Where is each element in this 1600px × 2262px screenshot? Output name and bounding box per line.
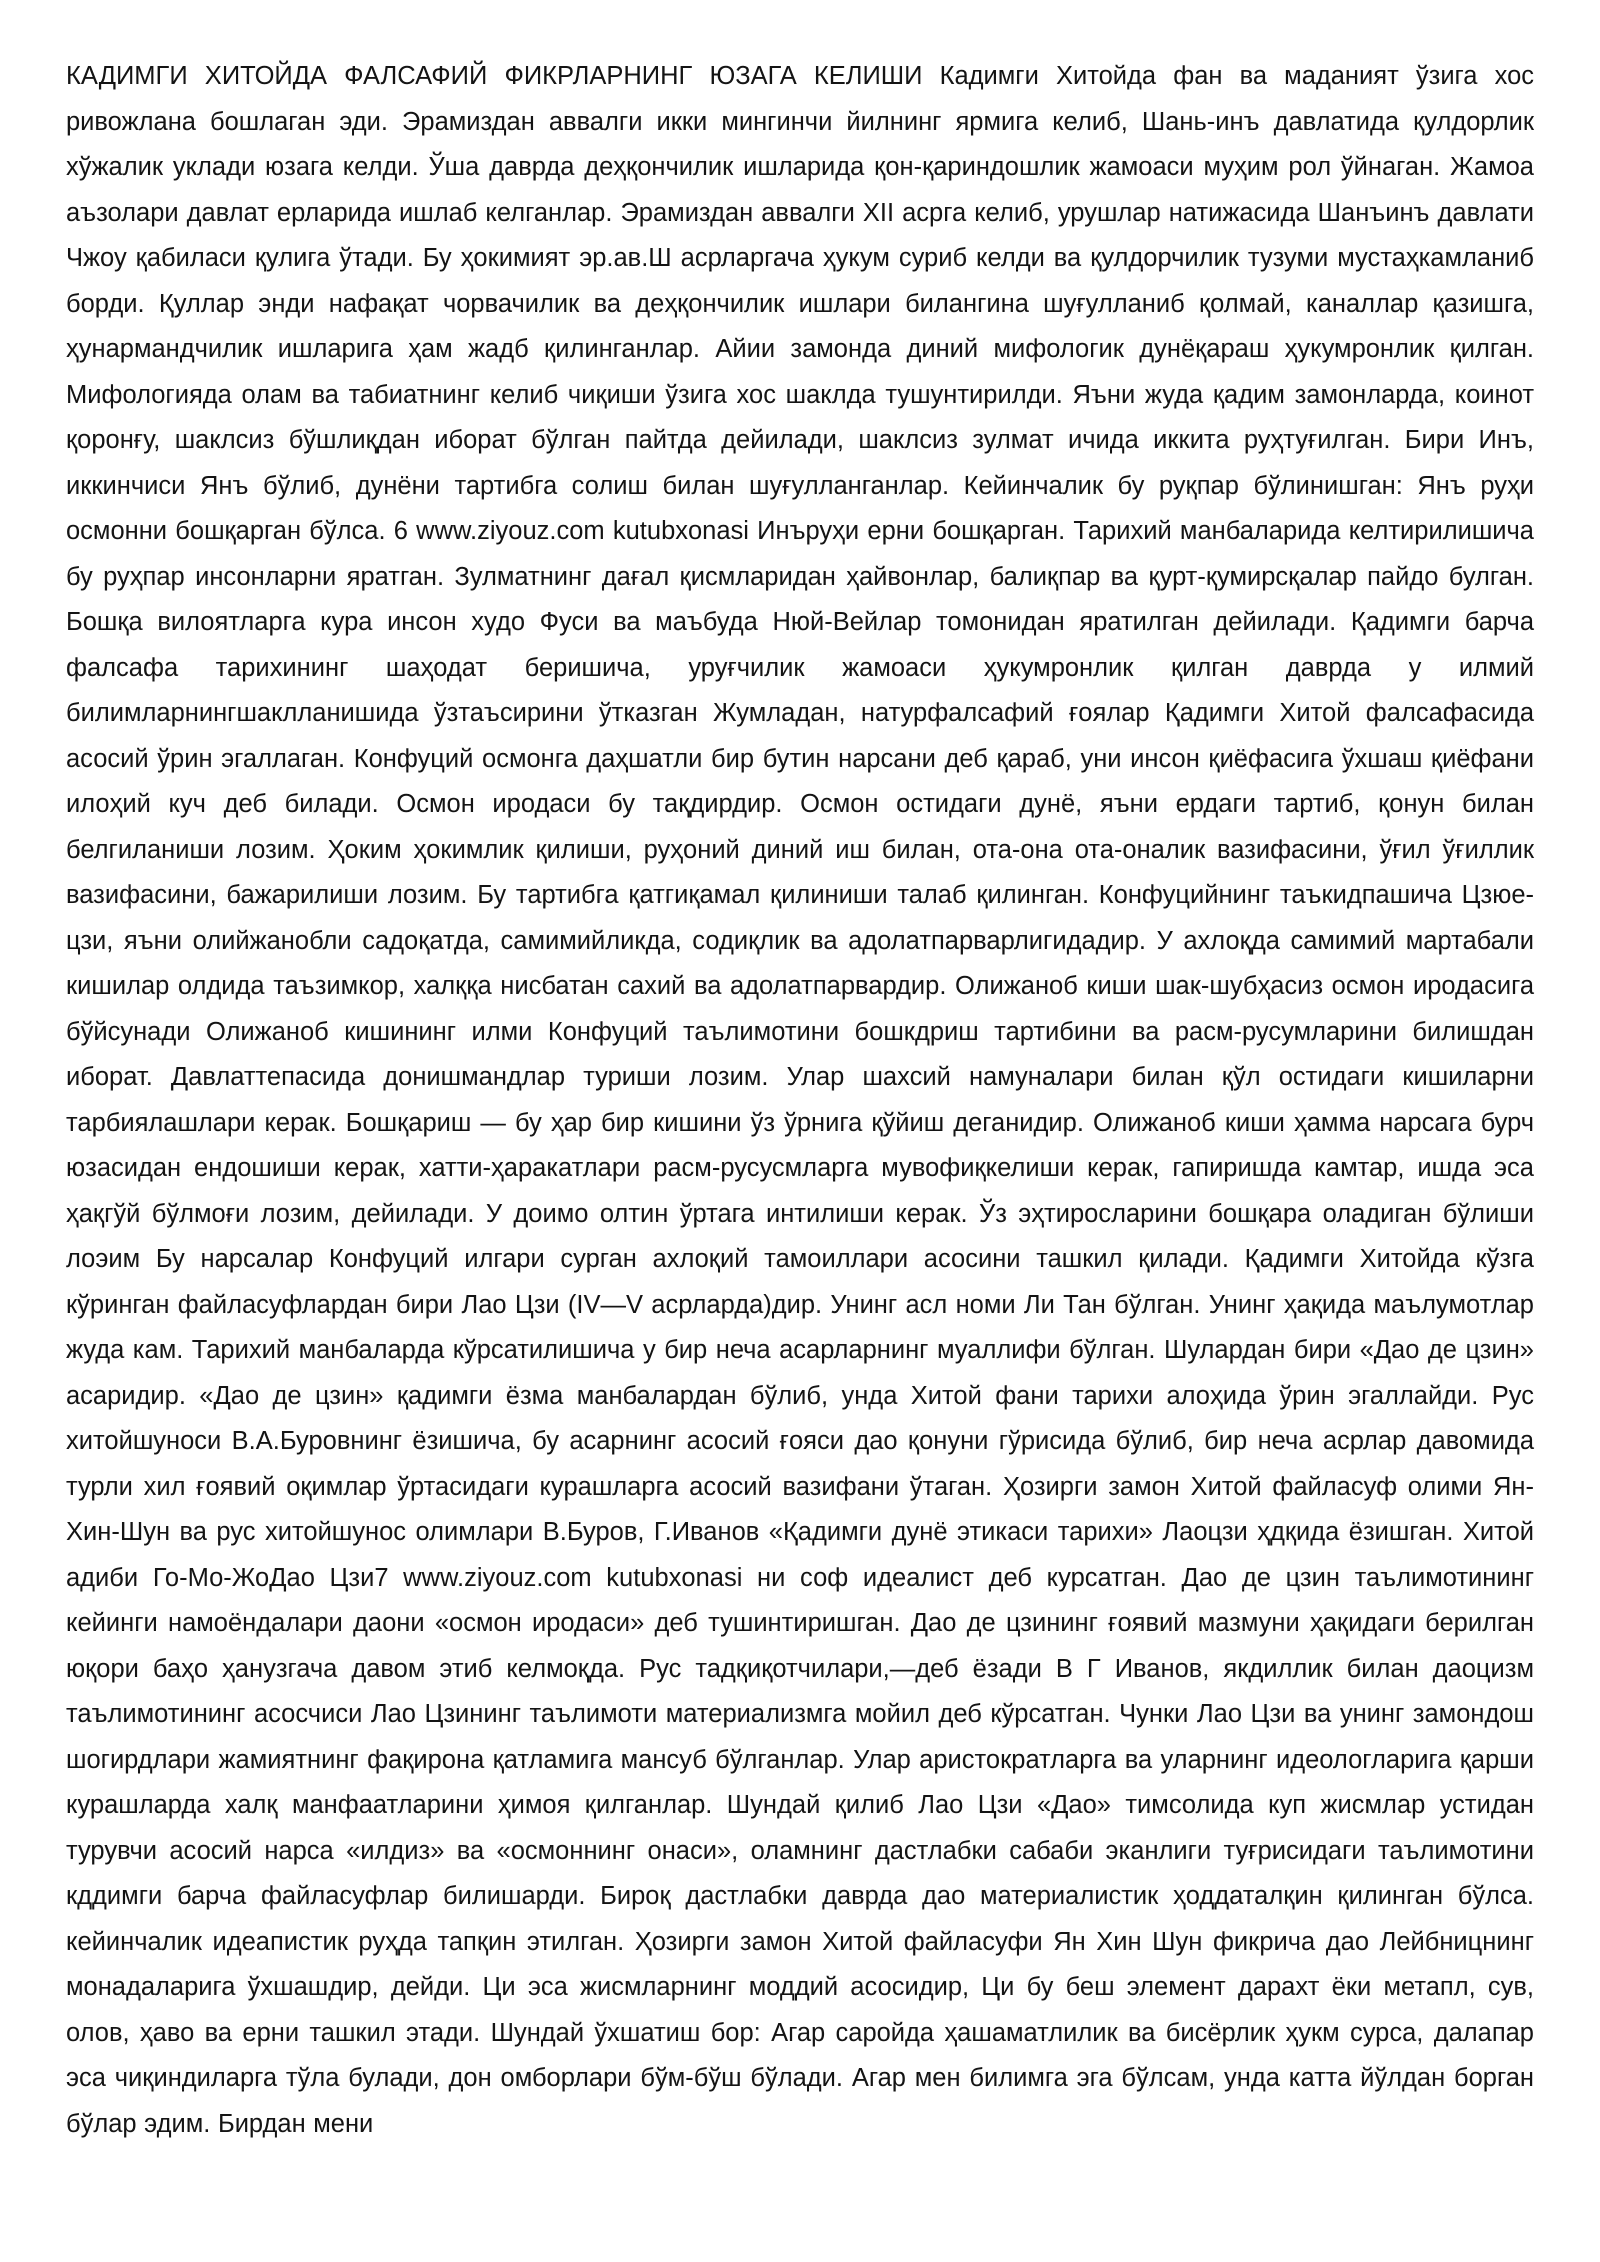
body-paragraph: КАДИМГИ ХИТОЙДА ФАЛСАФИЙ ФИКРЛАРНИНГ ЮЗАГА КЕЛИШИ Кадимги Хитойда фан ва маданият ўзига хос ривожлана бошлаган эди. Эрамиздан аввалги икки мингинчи йилнинг ярмига келиб, Шань-инъ давлатида қулдорлик хўжалик уклади юзага келди. Ўша даврда деҳқончилик ишларида қон-қариндошлик жамоаси муҳим рол ўйнаган. Жамоа аъзолари давлат ерларида ишлаб келганлар. Эрамиздан аввалги XII асрга келиб, урушлар натижасида Шанъинъ давлати Чжоу қабиласи қулига ўтади. Бу ҳокимият эр.ав.Ш асрларгача ҳукум суриб келди ва қулдорчилик тузуми мустаҳкамланиб борди. Қуллар энди нафақат чорвачилик ва деҳқончилик ишлари билангина шуғулланиб қолмай, каналлар қазишга, ҳунармандчилик ишларига ҳам жадб қилинганлар. Айии замонда диний мифологик дунёқараш ҳукумронлик қилган. Мифологияда олам ва табиатнинг келиб чиқиши ўзига хос шаклда тушунтирилди. Яъни жуда қадим замонларда, коинот қоронғу, шаклсиз бўшлиқдан иборат бўлган пайтда дейилади, шаклсиз зулмат ичида иккита руҳтуғилган. Бири Инъ, иккинчиси Янъ бўлиб, дунёни тартибга солиш билан шуғулланганлар. Кейинчалик бу руқпар бўлинишган: Янъ руҳи осмонни бошқарган бўлса. 6 www.ziyouz.com kutubxonasi Инъруҳи ерни бошқарган. Тарихий манбаларида келтирилишича бу руҳпар инсонларни яратган. Зулматнинг дағал қисмларидан ҳайвонлар, балиқпар ва қурт-қумирсқалар пайдо булган. Бошқа вилоятларга кура инсон худо Фуси ва маъбуда Нюй-Вейлар томонидан яратилган дейилади. Қадимги барча фалсафа тарихининг шаҳодат беришича, уруғчилик жамоаси ҳукумронлик қилган даврда у илмий билимларнингшаклланишида ўзтаъсирини ўтказган Жумладан, натурфалсафий ғоялар Қадимги Хитой фалсафасида асосий ўрин эгаллаган. Конфуций осмонга даҳшатли бир бутин нарсани деб қараб, уни инсон қиёфасига ўхшаш қиёфани илоҳий куч деб билади. Осмон иродаси бу тақдирдир. Осмон остидаги дунё, яъни ердаги тартиб, қонун билан белгиланиши лозим. Ҳоким ҳокимлик қилиши, руҳоний диний иш билан, ота-она ота-оналик вазифасини, ўғил ўғиллик вазифасини, бажарилиши лозим. Бу тартибга қатгиқамал қилиниши талаб қилинган. Конфуцийнинг таъкидпашича Цзюе-цзи, яъни олийжанобли садоқатда, самимийликда, содиқлик ва адолатпарварлигидадир. У ахлоқда самимий мартабали кишилар олдида таъзимкор, халққа нисбатан сахий ва адолатпарвардир. Олижаноб киши шак-шубҳасиз осмон иродасига бўйсунади Олижаноб кишининг илми Конфуций таълимотини бошкдриш тартибини ва расм-русумларини билишдан иборат. Давлаттепасида донишмандлар туриши лозим. Улар шахсий намуналари билан қўл остидаги кишиларни тарбиялашлари керак. Бошқариш — бу ҳар бир кишини ўз ўрнига қўйиш деганидир. Олижаноб киши ҳамма нарсага бурч юзасидан ендошиши керак, хатти-ҳаракатлари расм-русусмларга мувофиқкелиши керак, гапиришда камтар, ишда эса ҳақгўй бўлмоғи лозим, дейилади. У доимо олтин ўртага интилиши керак. Ўз эҳтиросларини бошқара оладиган бўлиши лоэим Бу нарсалар Конфуций илгари сурган ахлоқий тамоиллари асосини ташкил қилади. Қадимги Хитойда кўзга кўринган файласуфлардан бири Лао Цзи (IV—V асрларда)дир. Унинг асл номи Ли Тан бўлган. Унинг ҳақида маълумотлар жуда кам. Тарихий манбаларда кўрсатилишича у бир неча асарларнинг муаллифи бўлган. Шулардан бири «Дао де цзин» асаридир. «Дао де цзин» қадимги ёзма манбалардан бўлиб, унда Хитой фани тарихи алоҳида ўрин эгаллайди. Рус хитойшуноси В.А.Буровнинг ёзишича, бу асарнинг асосий ғояси дао қонуни гўрисида бўлиб, бир неча асрлар давомида турли хил ғоявий оқимлар ўртасидаги курашларга асосий вазифани ўтаган. Ҳозирги замон Хитой файласуф олими Ян-Хин-Шун ва рус хитойшунос олимлари В.Буров, Г.Иванов «Қадимги дунё этикаси тарихи» Лаоцзи ҳдқида ёзишган. Хитой адиби Го-Мо-ЖоДао Цзи7 www.ziyouz.com kutubxonasi ни соф идеалист деб курсатган. Дао де цзин таълимотининг кейинги намоёндалари даони «осмон иродаси» деб тушинтиришган. Дао де цзининг ғоявий мазмуни ҳақидаги берилган юқори баҳо ҳанузгача давом этиб келмоқда. Рус тадқиқотчилари,—деб ёзади В Г Иванов, якдиллик билан даоцизм таълимотининг асосчиси Лао Цзининг таълимоти материализмга мойил деб кўрсатган. Чунки Лао Цзи ва унинг замондош шогирдлари жамиятнинг фақирона қатламига мансуб бўлганлар. Улар аристократларга ва уларнинг идеологларига қарши курашларда халқ манфаатларини ҳимоя қилганлар. Шундай қилиб Лао Цзи «Дао» тимсолида куп жисмлар устидан турувчи асосий нарса «илдиз» ва «осмоннинг онаси», оламнинг дастлабки сабаби эканлиги туғрисидаги таълимотини кддимги барча файласуфлар билишарди. Бироқ дастлабки даврда дао материалистик ҳоддаталқин қилинган бўлса. кейинчалик идеапистик руҳда тапқин этилган. Ҳозирги замон Хитой файласуфи Ян Хин Шун фикрича дао Лейбницнинг монадаларига ўхшашдир, дейди. Ци эса жисмларнинг моддий асосидир, Ци бу беш элемент дарахт ёки метапл, сув, олов, ҳаво ва ерни ташкил этади. Шундай ўхшатиш бор: Агар саройда ҳашаматлилик ва бисёрлик ҳукм сурса, далапар эса чиқиндиларга тўла булади, дон омборлари бўм-бўш бўлади. Агар мен билимга эга бўлсам, унда катта йўлдан борган бўлар эдим. Бирдан мени [66,62,1534,2138]
